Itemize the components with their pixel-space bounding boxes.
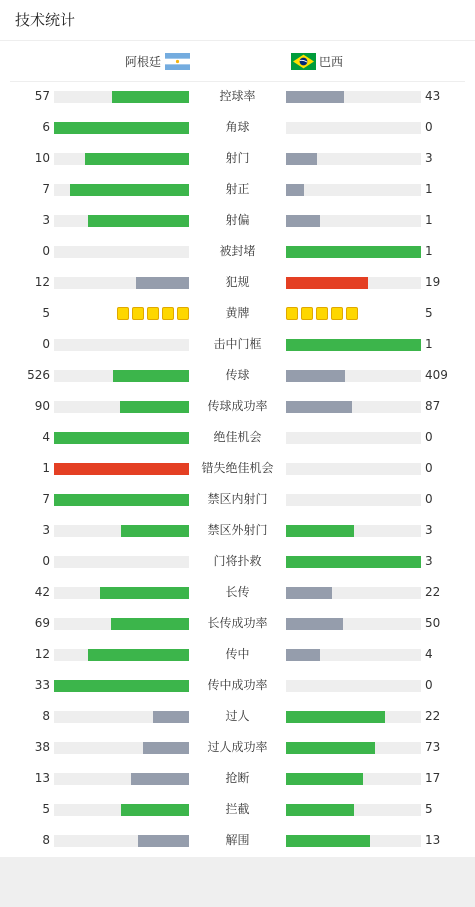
stat-row bbox=[0, 608, 475, 639]
stat-row bbox=[0, 453, 475, 484]
home-value: 8 bbox=[42, 833, 50, 847]
stat-label: 黄牌 bbox=[225, 306, 250, 320]
stat-row bbox=[0, 825, 475, 856]
home-bar-track bbox=[54, 432, 189, 444]
home-bar-track bbox=[54, 556, 189, 568]
away-bar-track bbox=[286, 742, 421, 754]
home-bar-fill bbox=[112, 91, 189, 103]
stat-label: 门将扑救 bbox=[213, 554, 262, 568]
stat-label: 长传 bbox=[225, 585, 250, 599]
away-team-name: 巴西 bbox=[319, 54, 344, 69]
home-bar-fill bbox=[111, 618, 189, 630]
away-value: 17 bbox=[425, 771, 441, 785]
away-bar-fill bbox=[286, 742, 375, 754]
stat-row bbox=[0, 763, 475, 794]
home-value: 3 bbox=[42, 523, 50, 537]
stat-label: 传中 bbox=[225, 647, 250, 661]
yellow-card-icon bbox=[331, 307, 343, 320]
stat-row bbox=[0, 422, 475, 453]
home-bar-fill bbox=[85, 153, 189, 165]
home-bar-track bbox=[54, 742, 189, 754]
home-bar-track bbox=[54, 494, 189, 506]
stat-label: 被封堵 bbox=[219, 244, 256, 258]
home-value: 0 bbox=[42, 554, 50, 568]
away-bar-fill bbox=[286, 91, 344, 103]
away-bar-track bbox=[286, 835, 421, 847]
home-bar-track bbox=[54, 91, 189, 103]
home-bar-fill bbox=[54, 432, 189, 444]
home-bar-fill bbox=[131, 773, 189, 785]
home-bar-fill bbox=[88, 649, 189, 661]
away-bar-fill bbox=[286, 556, 421, 568]
home-value: 4 bbox=[42, 430, 50, 444]
stat-label: 禁区内射门 bbox=[207, 492, 268, 506]
away-value: 5 bbox=[425, 802, 433, 816]
home-bar-track bbox=[54, 587, 189, 599]
away-value: 0 bbox=[425, 120, 433, 134]
home-bar-track bbox=[54, 711, 189, 723]
home-bar-track bbox=[54, 773, 189, 785]
away-bar-fill bbox=[286, 587, 332, 599]
away-bar-track bbox=[286, 246, 421, 258]
away-bar-fill bbox=[286, 215, 320, 227]
yellow-card-icon bbox=[117, 307, 129, 320]
away-value: 50 bbox=[425, 616, 441, 630]
away-bar-track bbox=[286, 494, 421, 506]
stats-list bbox=[0, 81, 475, 856]
home-value: 42 bbox=[34, 585, 50, 599]
away-value: 1 bbox=[425, 213, 433, 227]
stat-label: 犯规 bbox=[225, 275, 250, 289]
yellow-card-icon bbox=[177, 307, 189, 320]
away-bar-fill bbox=[286, 153, 317, 165]
away-bar-track bbox=[286, 339, 421, 351]
stat-label: 控球率 bbox=[219, 89, 256, 103]
stat-label: 解围 bbox=[225, 833, 250, 847]
home-bar-fill bbox=[54, 122, 189, 134]
stat-label: 击中门框 bbox=[213, 337, 262, 351]
home-bar-fill bbox=[54, 680, 189, 692]
home-value: 33 bbox=[34, 678, 50, 692]
home-bar-fill bbox=[143, 742, 189, 754]
stat-row bbox=[0, 81, 475, 112]
away-value: 19 bbox=[425, 275, 441, 289]
away-value: 0 bbox=[425, 461, 433, 475]
away-value: 1 bbox=[425, 244, 433, 258]
away-value: 1 bbox=[425, 337, 433, 351]
away-value: 73 bbox=[425, 740, 441, 754]
stat-label: 长传成功率 bbox=[207, 616, 268, 630]
stat-label: 角球 bbox=[225, 120, 250, 134]
home-value: 12 bbox=[34, 275, 50, 289]
home-bar-fill bbox=[70, 184, 189, 196]
home-bar-track bbox=[54, 525, 189, 537]
stat-row bbox=[0, 794, 475, 825]
home-team-name: 阿根廷 bbox=[124, 54, 161, 69]
stat-row bbox=[0, 391, 475, 422]
away-value: 22 bbox=[425, 709, 441, 723]
away-value: 4 bbox=[425, 647, 433, 661]
yellow-card-icon bbox=[301, 307, 313, 320]
stat-row bbox=[0, 174, 475, 205]
home-value: 0 bbox=[42, 337, 50, 351]
away-bar-fill bbox=[286, 804, 354, 816]
stat-label: 射正 bbox=[225, 182, 250, 196]
away-bar-fill bbox=[286, 277, 368, 289]
away-bar-track bbox=[286, 401, 421, 413]
home-value: 12 bbox=[34, 647, 50, 661]
argentina-flag-icon bbox=[165, 53, 190, 70]
stat-row bbox=[0, 360, 475, 391]
stat-row bbox=[0, 298, 475, 329]
away-bar-fill bbox=[286, 246, 421, 258]
away-value: 43 bbox=[425, 89, 441, 103]
home-bar-track bbox=[54, 215, 189, 227]
home-value: 10 bbox=[34, 151, 50, 165]
away-value: 3 bbox=[425, 523, 433, 537]
home-bar-track bbox=[54, 680, 189, 692]
away-bar-track bbox=[286, 184, 421, 196]
stat-row bbox=[0, 515, 475, 546]
stat-row bbox=[0, 639, 475, 670]
away-team-header bbox=[291, 52, 343, 70]
home-value: 5 bbox=[42, 306, 50, 320]
divider bbox=[0, 40, 475, 41]
stat-row bbox=[0, 670, 475, 701]
away-value: 22 bbox=[425, 585, 441, 599]
away-bar-track bbox=[286, 277, 421, 289]
home-value: 3 bbox=[42, 213, 50, 227]
home-yellow-cards bbox=[117, 307, 189, 320]
stat-row bbox=[0, 577, 475, 608]
away-bar-track bbox=[286, 618, 421, 630]
away-bar-fill bbox=[286, 184, 304, 196]
stat-label: 错失绝佳机会 bbox=[201, 461, 274, 475]
home-bar-fill bbox=[138, 835, 189, 847]
stat-row bbox=[0, 732, 475, 763]
stat-label: 过人 bbox=[225, 709, 250, 723]
home-bar-fill bbox=[54, 494, 189, 506]
away-bar-track bbox=[286, 370, 421, 382]
away-bar-fill bbox=[286, 618, 343, 630]
home-value: 0 bbox=[42, 244, 50, 258]
away-bar-fill bbox=[286, 370, 345, 382]
home-bar-track bbox=[54, 339, 189, 351]
away-bar-track bbox=[286, 587, 421, 599]
away-bar-track bbox=[286, 773, 421, 785]
stat-label: 拦截 bbox=[225, 802, 250, 816]
away-bar-track bbox=[286, 711, 421, 723]
yellow-card-icon bbox=[316, 307, 328, 320]
home-value: 69 bbox=[34, 616, 50, 630]
away-bar-fill bbox=[286, 525, 354, 537]
away-bar-track bbox=[286, 525, 421, 537]
home-value: 57 bbox=[34, 89, 50, 103]
stat-row bbox=[0, 484, 475, 515]
away-bar-track bbox=[286, 649, 421, 661]
stat-label: 绝佳机会 bbox=[213, 430, 262, 444]
away-yellow-cards bbox=[286, 307, 358, 320]
stat-label: 射门 bbox=[225, 151, 250, 165]
stat-label: 传球成功率 bbox=[207, 399, 268, 413]
away-bar-track bbox=[286, 122, 421, 134]
away-value: 5 bbox=[425, 306, 433, 320]
home-bar-track bbox=[54, 122, 189, 134]
home-value: 526 bbox=[27, 368, 50, 382]
stat-label: 过人成功率 bbox=[207, 740, 268, 754]
away-value: 1 bbox=[425, 182, 433, 196]
stat-label: 传中成功率 bbox=[207, 678, 268, 692]
home-bar-fill bbox=[120, 401, 189, 413]
away-value: 0 bbox=[425, 430, 433, 444]
away-bar-track bbox=[286, 91, 421, 103]
home-bar-fill bbox=[100, 587, 189, 599]
home-bar-fill bbox=[88, 215, 189, 227]
home-bar-fill bbox=[153, 711, 189, 723]
home-bar-track bbox=[54, 401, 189, 413]
away-value: 409 bbox=[425, 368, 448, 382]
home-bar-track bbox=[54, 618, 189, 630]
away-bar-fill bbox=[286, 401, 352, 413]
home-value: 1 bbox=[42, 461, 50, 475]
away-value: 87 bbox=[425, 399, 441, 413]
away-bar-track bbox=[286, 153, 421, 165]
stat-row bbox=[0, 143, 475, 174]
away-bar-track bbox=[286, 432, 421, 444]
home-bar-fill bbox=[121, 804, 189, 816]
away-bar-track bbox=[286, 556, 421, 568]
away-bar-track bbox=[286, 680, 421, 692]
home-bar-track bbox=[54, 804, 189, 816]
stat-row bbox=[0, 236, 475, 267]
home-bar-fill bbox=[136, 277, 189, 289]
away-bar-fill bbox=[286, 773, 363, 785]
stat-row bbox=[0, 546, 475, 577]
stat-row bbox=[0, 112, 475, 143]
brazil-flag-icon bbox=[291, 53, 316, 70]
home-bar-track bbox=[54, 184, 189, 196]
home-bar-track bbox=[54, 246, 189, 258]
home-team-header bbox=[125, 52, 190, 70]
home-value: 8 bbox=[42, 709, 50, 723]
away-bar-track bbox=[286, 215, 421, 227]
home-bar-fill bbox=[121, 525, 189, 537]
home-bar-track bbox=[54, 835, 189, 847]
stat-label: 射偏 bbox=[225, 213, 250, 227]
yellow-card-icon bbox=[346, 307, 358, 320]
stat-row bbox=[0, 205, 475, 236]
away-bar-fill bbox=[286, 339, 421, 351]
stat-row bbox=[0, 267, 475, 298]
away-bar-fill bbox=[286, 649, 320, 661]
stat-row bbox=[0, 701, 475, 732]
stat-label: 禁区外射门 bbox=[207, 523, 268, 537]
home-value: 7 bbox=[42, 182, 50, 196]
away-bar-fill bbox=[286, 711, 385, 723]
away-value: 0 bbox=[425, 678, 433, 692]
home-bar-track bbox=[54, 463, 189, 475]
away-value: 0 bbox=[425, 492, 433, 506]
home-value: 13 bbox=[34, 771, 50, 785]
away-value: 3 bbox=[425, 554, 433, 568]
away-value: 3 bbox=[425, 151, 433, 165]
home-value: 5 bbox=[42, 802, 50, 816]
home-bar-track bbox=[54, 153, 189, 165]
yellow-card-icon bbox=[132, 307, 144, 320]
home-bar-track bbox=[54, 370, 189, 382]
home-bar-track bbox=[54, 277, 189, 289]
page-title: 技术统计 bbox=[15, 11, 76, 29]
yellow-card-icon bbox=[162, 307, 174, 320]
home-value: 90 bbox=[34, 399, 50, 413]
yellow-card-icon bbox=[147, 307, 159, 320]
home-bar-fill bbox=[113, 370, 189, 382]
home-bar-fill bbox=[54, 463, 189, 475]
home-value: 6 bbox=[42, 120, 50, 134]
stat-label: 传球 bbox=[225, 368, 250, 382]
home-bar-track bbox=[54, 649, 189, 661]
away-value: 13 bbox=[425, 833, 441, 847]
stat-label: 抢断 bbox=[225, 771, 250, 785]
home-value: 38 bbox=[34, 740, 50, 754]
home-value: 7 bbox=[42, 492, 50, 506]
yellow-card-icon bbox=[286, 307, 298, 320]
away-bar-track bbox=[286, 804, 421, 816]
away-bar-track bbox=[286, 463, 421, 475]
stat-row bbox=[0, 329, 475, 360]
away-bar-fill bbox=[286, 835, 370, 847]
